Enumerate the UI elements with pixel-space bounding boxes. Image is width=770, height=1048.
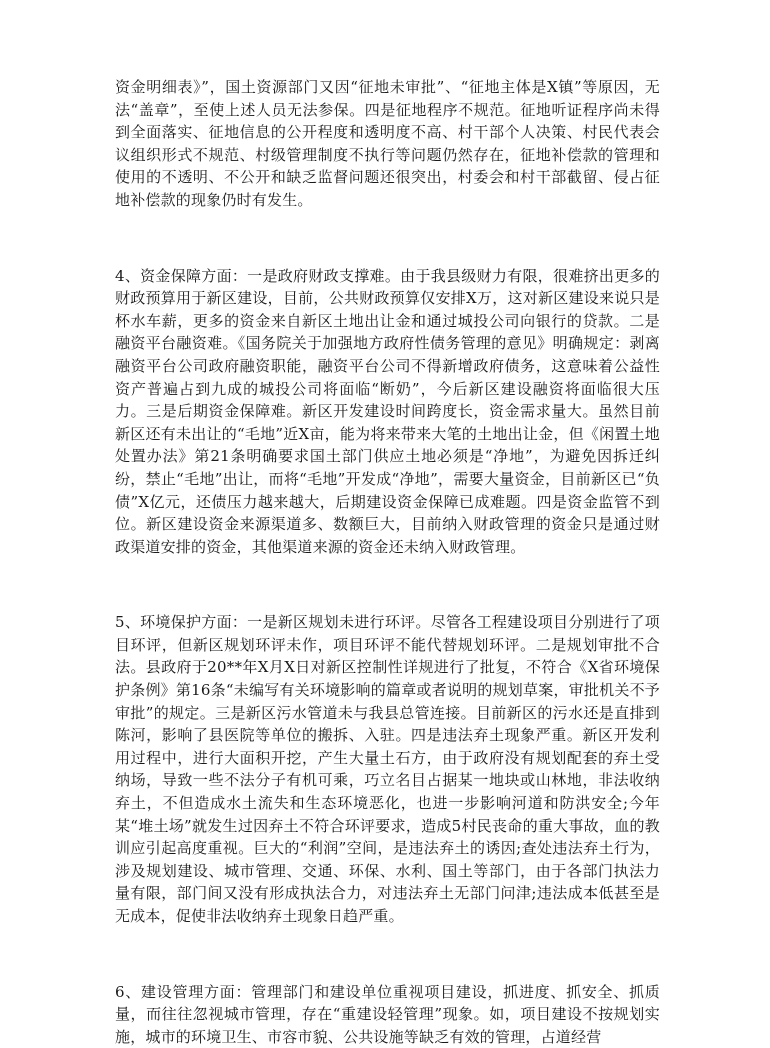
document-page <box>115 76 660 1048</box>
paragraph-funding: 4、资金保障方面：一是政府财政支撑难。由于我县级财力有限，很难挤出更多的财政预算用于新区建设，目前，公共财政预算仅安排X万，这对新区建设来说只是杯水车薪，更多的资金来自新区土地出让金和通过城投公司向银行的贷款。二是融资平台融资难。《国务院关于加强地方政府性债务管理的意见》明确规定：剥离融资平台公司政府融资职能，融资平台公司不得新增政府债务，这意味着公益性资产普遍占到九成的城投公司将面临“断奶”，今后新区建设融资将面临很大压力。三是后期资金保障难。新区开发建设时间跨度长，资金需求量大。虽然目前新区还有未出让的“毛地”近X亩，能为将来带来大笔的土地出让金，但《闲置土地处置办法》第21条明确要求国土部门供应土地必须是“净地”，为避免因拆迁纠纷，禁止“毛地”出让，而将“毛地”开发成“净地”，需要大量资金，目前新区已“负债”X亿元，还债压力越来越大，后期建设资金保障已成难题。四是资金监管不到位。新区建设资金来源渠道多、数额巨大，目前纳入财政管理的资金只是通过财政渠道安排的资金，其他渠道来源的资金还未纳入财政管理。 <box>115 266 660 556</box>
paragraph-environment: 5、环境保护方面：一是新区规划未进行环评。尽管各工程建设项目分别进行了项目环评，但新区规划环评未作，项目环评不能代替规划环评。二是规划审批不合法。县政府于20**年X月X日对新区控制性详规进行了批复，不符合《X省环境保护条例》第16条“未编写有关环境影响的篇章或者说明的规划草案，审批机关不予审批”的规定。三是新区污水管道未与我县总管连接。目前新区的污水还是直排到陈河，影响了县医院等单位的搬拆、入驻。四是违法弃土现象严重。新区开发利用过程中，进行大面积开挖，产生大量土石方，由于政府没有规划配套的弃土受纳场，导致一些不法分子有机可乘，巧立名目占据某一地块或山林地，非法收纳弃土，不但造成水土流失和生态环境恶化，也进一步影响河道和防洪安全;今年某“堆土场”就发生过因弃土不符合环评要求，造成5村民丧命的重大事故，血的教训应引起高度重视。巨大的“利润”空间，是违法弃土的诱因;查处违法弃土行为，涉及规划建设、城市管理、交通、环保、水利、国土等部门，由于各部门执法力量有限，部门间又没有形成执法合力，对违法弃土无部门问津;违法成本低甚至是无成本，促使非法收纳弃土现象日趋严重。 <box>115 613 660 925</box>
paragraph-gap <box>115 928 660 981</box>
paragraph-land-acquisition: 资金明细表》”，国土资源部门又因“征地未审批”、“征地主体是X镇”等原因，无法“盖章”，至使上述人员无法参保。四是征地程序不规范。征地听证程序尚未得到全面落实、征地信息的公开程度和透明度不高、村干部个人决策、村民代表会议组织形式不规范、村级管理制度不执行等问题仍然存在，征地补偿款的管理和使用的不透明、不公开和缺乏监督问题还很突出，村委会和村干部截留、侵占征地补偿款的现象仍时有发生。 <box>115 78 660 209</box>
paragraph-gap <box>115 558 660 611</box>
paragraph-construction-management: 6、建设管理方面：管理部门和建设单位重视项目建设，抓进度、抓安全、抓质量，而往往忽视城市管理，存在“重建设轻管理”现象。如，项目建设不按规划实施，城市的环境卫生、市容市貌、公共设施等缺乏有效的管理，占道经营 <box>115 982 660 1046</box>
paragraph-gap <box>115 212 660 265</box>
